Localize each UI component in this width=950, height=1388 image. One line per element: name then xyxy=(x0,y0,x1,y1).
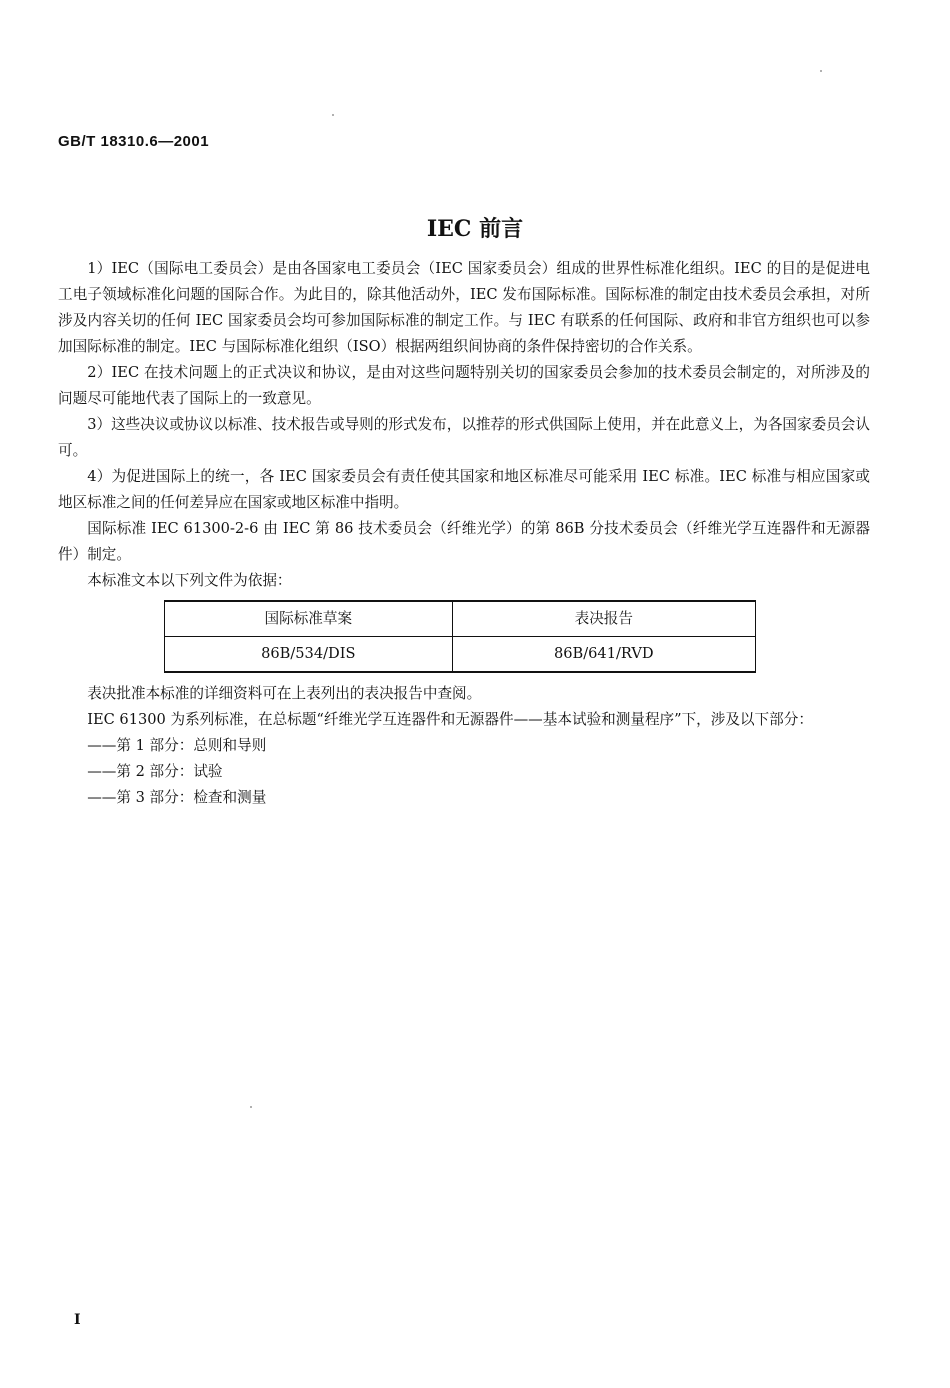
scan-speck xyxy=(820,70,822,72)
table-cell: 86B/641/RVD xyxy=(452,637,755,673)
paragraph-4: 4）为促进国际上的统一，各 IEC 国家委员会有责任使其国家和地区标准尽可能采用 IEC 标准。IEC 标准与相应国家或地区标准之间的任何差异应在国家或地区标准中指明。 xyxy=(58,468,870,511)
scan-speck xyxy=(332,114,334,116)
list-item: ——第 3 部分：检查和测量 xyxy=(87,789,267,806)
page-number: I xyxy=(74,1312,81,1328)
table-cell: 86B/534/DIS xyxy=(165,637,453,673)
paragraph-2: 2）IEC 在技术问题上的正式决议和协议，是由对这些问题特别关切的国家委员会参加的技术委员会制定的，对所涉及的问题尽可能地代表了国际上的一致意见。 xyxy=(58,364,870,407)
paragraph-series: IEC 61300 为系列标准，在总标题“纤维光学互连器件和无源器件——基本试验和测量程序”下，涉及以下部分： xyxy=(87,711,813,728)
list-item: ——第 2 部分：试验 xyxy=(87,763,223,780)
table-header-cell: 国际标准草案 xyxy=(165,601,453,637)
paragraph-3: 3）这些决议或协议以标准、技术报告或导则的形式发布，以推荐的形式供国际上使用，并在此意义上，为各国家委员会认可。 xyxy=(58,416,870,459)
paragraph-basis: 本标准文本以下列文件为依据： xyxy=(87,572,292,589)
paragraph-voting-details: 表决批准本标准的详细资料可在上表列出的表决报告中查阅。 xyxy=(87,685,482,702)
table-header-row xyxy=(165,601,756,637)
table-header-cell: 表决报告 xyxy=(452,601,755,637)
paragraph-origin: 国际标准 IEC 61300-2-6 由 IEC 第 86 技术委员会（纤维光学）的第 86B 分技术委员会（纤维光学互连器件和无源器件）制定。 xyxy=(58,520,870,563)
list-item: ——第 1 部分：总则和导则 xyxy=(87,737,267,754)
standard-code: GB/T 18310.6—2001 xyxy=(58,133,210,150)
table-row xyxy=(165,637,756,673)
page-title: IEC 前言 xyxy=(426,216,524,242)
body-text xyxy=(58,256,870,811)
scan-speck xyxy=(250,1106,252,1108)
paragraph-1: 1）IEC（国际电工委员会）是由各国家电工委员会（IEC 国家委员会）组成的世界性标准化组织。IEC 的目的是促进电工电子领域标准化问题的国际合作。为此目的，除其他活动外，IEC 发布国际标准。国际标准的制定由技术委员会承担，对所涉及内容关切的任何 IEC 国家委员会均可参加国际标准的制定工作。与 IEC 有联系的任何国际、政府和非官方组织也可以参加国际标准的制定。IEC 与国际标准化组织（ISO）根据两组织间协商的条件保持密切的合作关系。 xyxy=(58,260,870,355)
voting-table xyxy=(164,600,756,673)
